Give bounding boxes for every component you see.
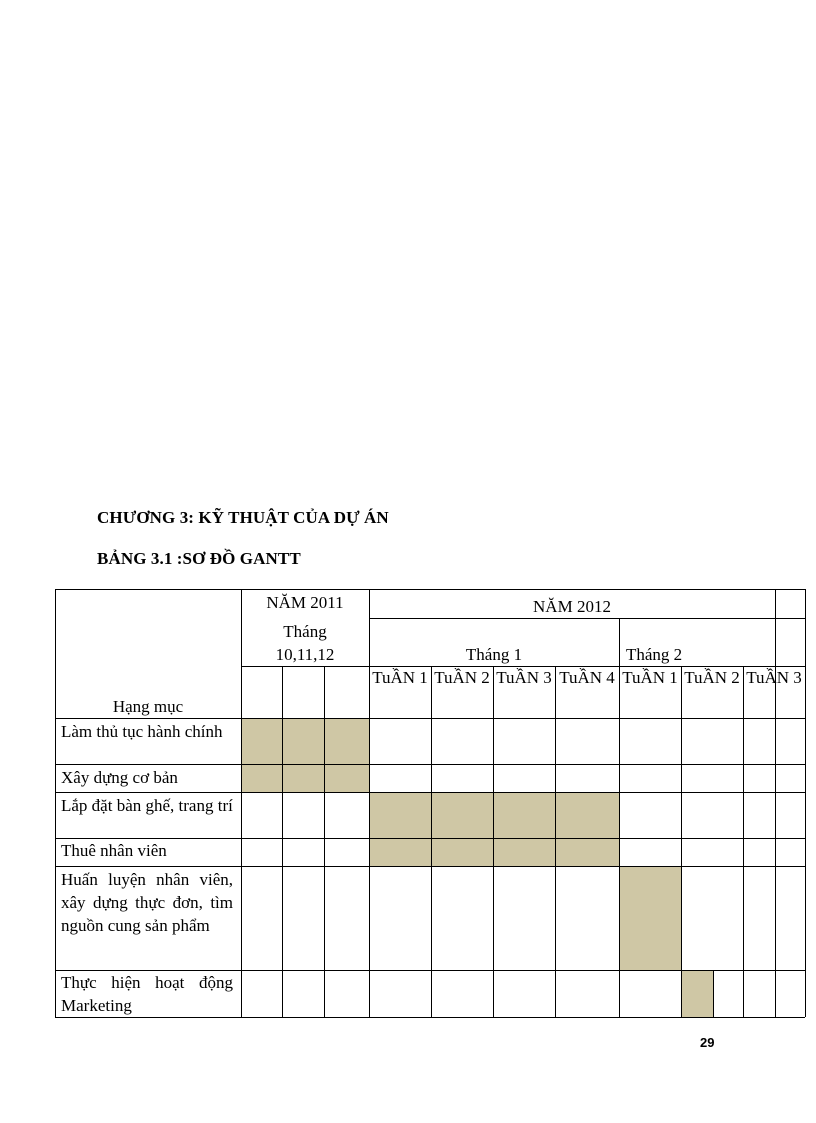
page-number: 29 bbox=[700, 1035, 715, 1050]
month-1: Tháng 1 bbox=[465, 645, 523, 664]
week-3: TuẦN 3 bbox=[496, 668, 552, 687]
bar-furniture bbox=[369, 792, 619, 838]
bar-construction bbox=[241, 764, 369, 792]
bar-admin bbox=[241, 718, 369, 764]
month-2: Tháng 2 bbox=[626, 645, 683, 664]
week-5: TuẦN 1 bbox=[622, 668, 678, 687]
chapter-title: CHƯƠNG 3: KỸ THUẬT CỦA DỰ ÁN bbox=[97, 508, 389, 527]
month-oct-dec: Tháng 10,11,12 bbox=[275, 622, 335, 664]
week-1: TuẦN 1 bbox=[372, 668, 428, 687]
task-training: Huấn luyện nhân viên, xây dựng thực đơn, tìm nguồn cung sản phẩm bbox=[61, 870, 233, 935]
table-title: BẢNG 3.1 :SƠ ĐỒ GANTT bbox=[97, 549, 301, 568]
week-2: TuẦN 2 bbox=[434, 668, 490, 687]
gantt-table bbox=[55, 589, 805, 1017]
task-admin: Làm thủ tục hành chính bbox=[61, 722, 223, 741]
year-2011: NĂM 2011 bbox=[266, 593, 344, 612]
task-hiring: Thuê nhân viên bbox=[61, 841, 167, 860]
row-header: Hạng mục bbox=[112, 697, 184, 716]
task-marketing: Thực hiện hoạt động Marketing bbox=[61, 973, 233, 1015]
task-furniture: Lắp đặt bàn ghế, trang trí bbox=[61, 796, 233, 815]
year-2012: NĂM 2012 bbox=[533, 597, 611, 616]
bar-hiring bbox=[369, 838, 619, 866]
week-4: TuẦN 4 bbox=[559, 668, 615, 687]
bar-marketing bbox=[681, 970, 713, 1017]
bar-training bbox=[619, 866, 681, 970]
week-7: TuẦN 3 bbox=[746, 668, 802, 687]
task-construction: Xây dựng cơ bản bbox=[61, 768, 178, 787]
week-6: TuẦN 2 bbox=[684, 668, 740, 687]
